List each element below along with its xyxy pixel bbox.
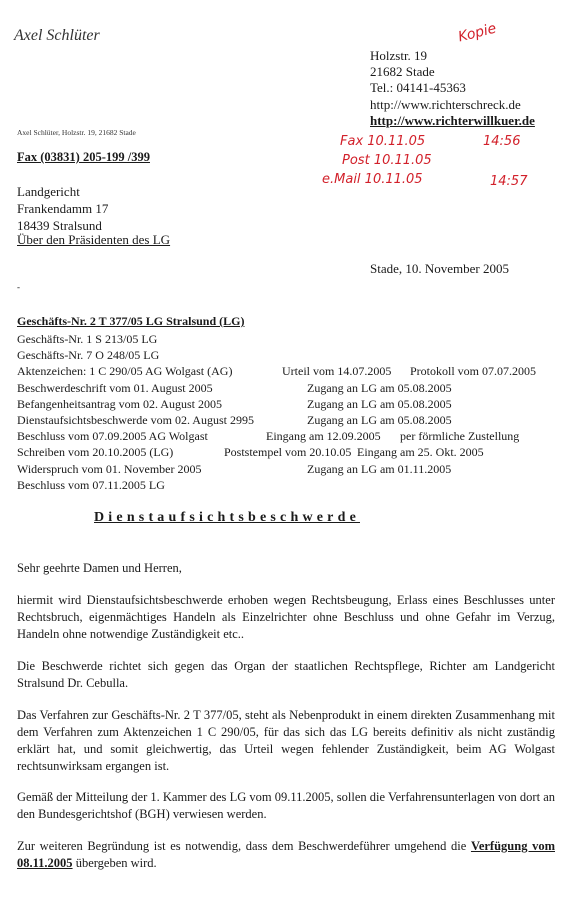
sender-name: Axel Schlüter	[14, 27, 100, 44]
sender-website-2: http://www.richterwillkuer.de	[370, 113, 535, 128]
greeting: Sehr geehrte Damen und Herren,	[17, 561, 182, 575]
verfuegung-reference: Verfügung vom 08.11.2005	[17, 839, 555, 870]
document-heading: Dienstaufsichtsbeschwerde	[94, 510, 360, 525]
fax-number: Fax (03831) 205-199 /399	[17, 150, 150, 164]
recipient-line-1: Landgericht	[17, 184, 80, 199]
paragraph-5	[17, 838, 555, 872]
reference-row-3-part-1: Aktenzeichen: 1 C 290/05 AG Wolgast (AG)	[17, 364, 233, 379]
paragraph-5-tail: übergeben wird.	[75, 856, 157, 870]
dash-mark: -	[17, 282, 20, 292]
reference-row-5-part-2: Zugang an LG am 05.08.2005	[307, 396, 452, 411]
sender-street: Holzstr. 19	[370, 48, 428, 63]
reference-row-8-part-3: Eingang am 25. Okt. 2005	[357, 445, 484, 460]
reference-row-9-part-2: Zugang an LG am 01.11.2005	[307, 461, 452, 476]
reference-row-4-part-1: Beschwerdeschrift vom 01. August 2005	[17, 380, 213, 395]
sender-city: 21682 Stade	[370, 64, 435, 79]
sender-phone: Tel.: 04141-45363	[370, 80, 466, 95]
paragraph-2: Die Beschwerde richtet sich gegen das Organ der staatlichen Rechtspflege, Richter am Landgericht Stralsund Dr. Cebulla.	[17, 659, 555, 690]
reference-row-7-part-2: Eingang am 12.09.2005	[266, 429, 381, 444]
recipient-line-3: 18439 Stralsund	[17, 218, 102, 233]
handwritten-fax-time: 14:56	[483, 134, 521, 149]
reference-row-9-part-1: Widerspruch vom 01. November 2005	[17, 461, 202, 476]
paragraph-4: Gemäß der Mitteilung der 1. Kammer des LG vom 09.11.2005, sollen die Verfahrensunterlagen von dort an den Bundesgerichtshof (BGH) verwiesen werden.	[17, 790, 555, 821]
letter-date: Stade, 10. November 2005	[370, 261, 510, 276]
reference-row-10-part-1: Beschluss vom 07.11.2005 LG	[17, 477, 165, 492]
reference-row-7-part-3: per förmliche Zustellung	[400, 429, 520, 444]
sender-website-1: http://www.richterschreck.de	[370, 97, 521, 112]
handwritten-kopie: Kopie	[456, 20, 499, 46]
main-reference: Geschäfts-Nr. 2 T 377/05 LG Stralsund (LG)	[17, 314, 245, 328]
reference-row-6-part-2: Zugang an LG am 05.08.2005	[307, 413, 452, 427]
paragraph-5-text: Zur weiteren Begründung ist es notwendig, dass dem Beschwerdeführer umgehend die	[17, 839, 467, 853]
reference-row-1-part-1: Geschäfts-Nr. 1 S 213/05 LG	[17, 332, 158, 346]
reference-row-5-part-1: Befangenheitsantrag vom 02. August 2005	[17, 396, 222, 411]
reference-row-8-part-2: Poststempel vom 20.10.05	[224, 445, 352, 460]
reference-row-6-part-1: Dienstaufsichtsbeschwerde vom 02. August 2995	[17, 413, 254, 427]
reference-row-4-part-2: Zugang an LG am 05.08.2005	[307, 380, 452, 395]
reference-row-8-part-1: Schreiben vom 20.10.2005 (LG)	[17, 445, 174, 460]
reference-row-7-part-1: Beschluss vom 07.09.2005 AG Wolgast	[17, 429, 208, 444]
recipient-line-2: Frankendamm 17	[17, 201, 109, 216]
recipient-via: Über den Präsidenten des LG	[17, 232, 171, 247]
paragraph-1: hiermit wird Dienstaufsichtsbeschwerde erhoben wegen Rechtsbeugung, Erlass eines Beschlusses unter Rechtsbruch, eigenmächtiges Handeln als Einzelrichter ohne Beschluss und ohne Gefahr im Verzug, Handeln ohne notwendige Zuständigkeit etc..	[17, 593, 555, 641]
reference-row-3-part-2: Urteil vom 14.07.2005	[282, 364, 392, 379]
handwritten-post: Post 10.11.05	[342, 153, 432, 168]
handwritten-email-time: 14:57	[490, 174, 528, 189]
return-address: Axel Schlüter, Holzstr. 19, 21682 Stade	[17, 128, 136, 137]
paragraph-3: Das Verfahren zur Geschäfts-Nr. 2 T 377/05, steht als Nebenprodukt in einem direkten Zusammenhang mit dem Verfahren zum Aktenzeichen 1 C 290/05, für das sich das LG bereits definitiv als nicht zuständig erklärt hat, und somit gleichwertig, das Urteil wegen fehlender Zuständigkeit, beim AG Wolgast rechtsunwirksam ergangen ist.	[17, 708, 555, 773]
handwritten-email: e.Mail 10.11.05	[322, 172, 423, 187]
reference-row-2-part-1: Geschäfts-Nr. 7 O 248/05 LG	[17, 348, 160, 363]
handwritten-fax: Fax 10.11.05	[340, 134, 426, 149]
reference-row-3-part-3: Protokoll vom 07.07.2005	[410, 364, 537, 379]
